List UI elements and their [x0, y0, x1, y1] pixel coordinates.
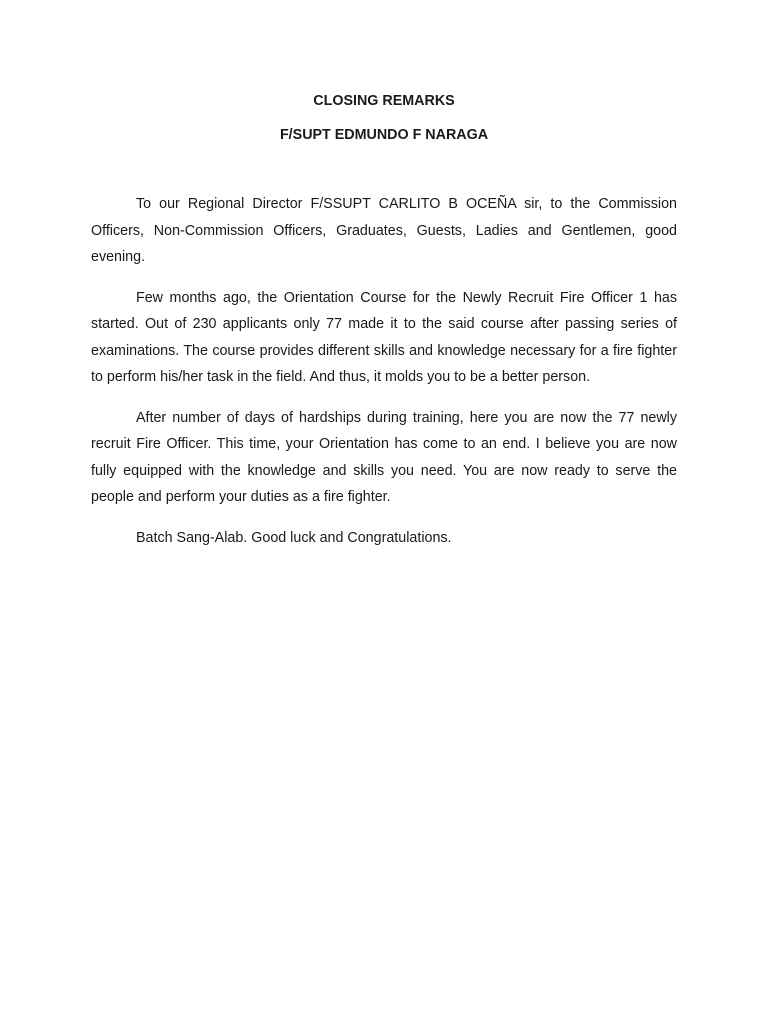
paragraph-course-background: Few months ago, the Orientation Course for the Newly Recruit Fire Officer 1 has started. Out of 230 applicants only 77 made it to the said course after passing series of examinations. The course provides different skills and knowledge necessary for a fire fighter to perform his/her task in the field. And thus, it molds you to be a better person.: [91, 289, 677, 385]
document-title: CLOSING REMARKS: [313, 93, 455, 109]
document-body: [91, 191, 677, 551]
document-subtitle: F/SUPT EDMUNDO F NARAGA: [279, 127, 489, 143]
paragraph-closing: Batch Sang-Alab. Good luck and Congratulations.: [136, 529, 452, 546]
paragraph-training-completion: After number of days of hardships during training, here you are now the 77 newly recruit Fire Officer. This time, your Orientation has come to an end. I believe you are now fully equipped with the knowledge and skills you need. You are now ready to serve the people and perform your duties as a fire fighter.: [91, 409, 677, 505]
paragraph-greeting: To our Regional Director F/SSUPT CARLITO B OCEÑA sir, to the Commission Officers, Non-Commission Officers, Graduates, Guests, Ladies and Gentlemen, good evening.: [91, 196, 677, 265]
